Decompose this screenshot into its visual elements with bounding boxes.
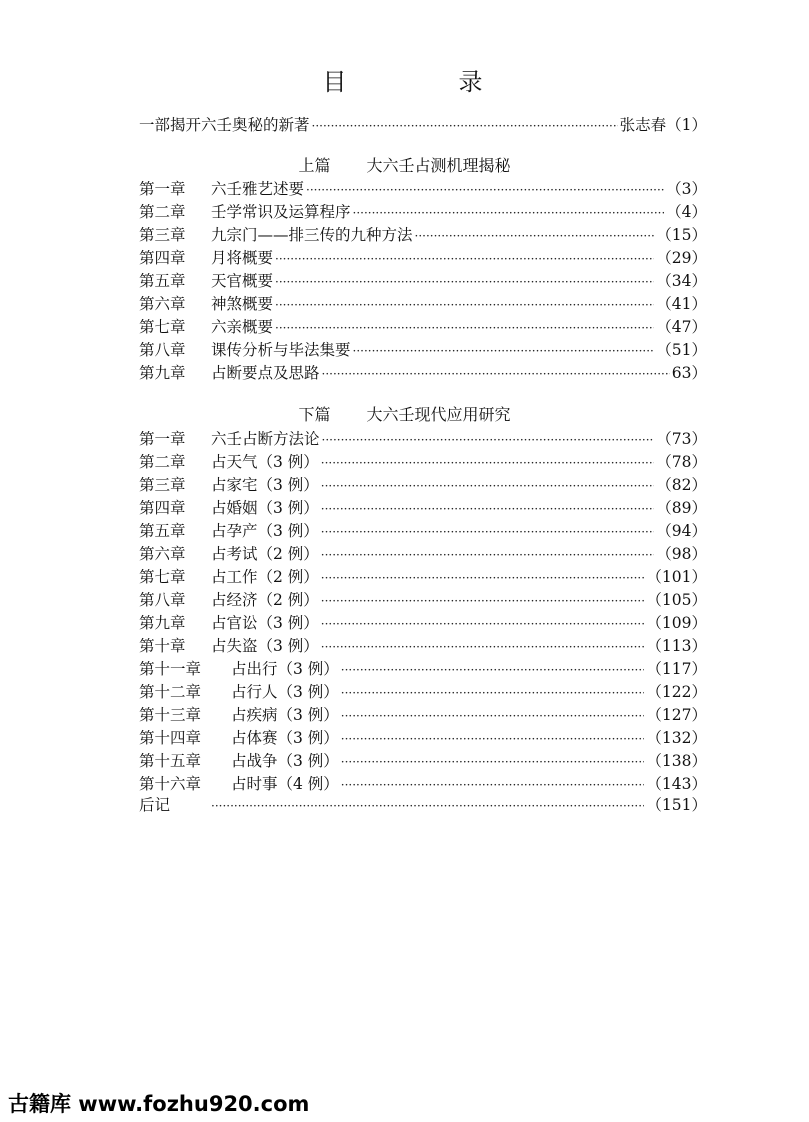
chapter-title: 占时事（4 例） (231, 775, 339, 793)
chapter-page: （89） (656, 499, 707, 517)
toc-chapter-row[interactable] (139, 451, 707, 473)
dot-leader (321, 498, 654, 520)
chapter-number: 第五章 (139, 272, 186, 290)
chapter-number: 第三章 (139, 476, 186, 494)
chapter-number: 第十二章 (139, 683, 202, 701)
chapter-title: 六壬雅艺述要 (211, 180, 305, 198)
chapter-number: 第十章 (139, 637, 186, 655)
dot-leader (275, 271, 654, 293)
chapter-number: 第二章 (139, 203, 186, 221)
toc-chapter-row[interactable] (139, 362, 707, 384)
dot-leader (341, 682, 645, 704)
dot-leader (341, 774, 645, 796)
chapter-number: 第七章 (139, 568, 186, 586)
toc-preface[interactable] (139, 114, 707, 136)
toc-chapter-row[interactable] (139, 201, 707, 223)
chapter-number: 第九章 (139, 614, 186, 632)
dot-leader (341, 751, 645, 773)
page-title: 目 录 (322, 68, 527, 96)
toc-chapter-row[interactable] (139, 681, 707, 703)
dot-leader (275, 294, 654, 316)
chapter-title: 占官讼（3 例） (211, 614, 319, 632)
part2-subtitle: 大六壬现代应用研究 (366, 405, 511, 424)
dot-leader (353, 340, 655, 362)
part1-subtitle: 大六壬占测机理揭秘 (366, 156, 511, 175)
chapter-page: （132） (646, 729, 707, 747)
chapter-number: 第五章 (139, 522, 186, 540)
chapter-number: 第六章 (139, 295, 186, 313)
dot-leader (341, 705, 645, 727)
toc-chapter-row[interactable] (139, 178, 707, 200)
chapter-number: 第一章 (139, 430, 186, 448)
chapter-page: （94） (656, 522, 707, 540)
chapter-page: 63） (671, 364, 707, 382)
dot-leader (415, 225, 655, 247)
chapter-number: 第十三章 (139, 706, 202, 724)
chapter-page: （15） (656, 226, 707, 244)
toc-chapter-row[interactable] (139, 224, 707, 246)
dot-leader (341, 728, 645, 750)
chapter-title: 占疾病（3 例） (231, 706, 339, 724)
toc-chapter-row[interactable] (139, 497, 707, 519)
chapter-number: 第八章 (139, 341, 186, 359)
chapter-title: 占家宅（3 例） (211, 476, 319, 494)
part1-label: 上篇 (298, 156, 331, 175)
chapter-number: 第十四章 (139, 729, 202, 747)
dot-leader (321, 567, 645, 589)
dot-leader (341, 659, 645, 681)
toc-chapter-row[interactable] (139, 704, 707, 726)
dot-leader (322, 429, 655, 451)
chapter-title: 占婚姻（3 例） (211, 499, 319, 517)
dot-leader (275, 248, 654, 270)
dot-leader (321, 521, 654, 543)
chapter-title: 占天气（3 例） (211, 453, 319, 471)
toc-chapter-row[interactable] (139, 247, 707, 269)
chapter-title: 课传分析与毕法集要 (211, 341, 351, 359)
chapter-page: （29） (656, 249, 707, 267)
chapter-title: 占孕产（3 例） (211, 522, 319, 540)
toc-chapter-row[interactable] (139, 428, 707, 450)
toc-chapter-row[interactable] (139, 773, 707, 795)
chapter-page: （3） (666, 180, 707, 198)
chapter-number: 第四章 (139, 249, 186, 267)
toc-chapter-row[interactable] (139, 727, 707, 749)
chapter-page: （98） (656, 545, 707, 563)
chapter-number: 第九章 (139, 364, 186, 382)
chapter-title: 月将概要 (211, 249, 274, 267)
dot-leader (353, 202, 665, 224)
dot-leader (321, 452, 654, 474)
chapter-page: （51） (656, 341, 707, 359)
toc-chapter-row[interactable] (139, 474, 707, 496)
chapter-number: 第二章 (139, 453, 186, 471)
chapter-page: （101） (646, 568, 707, 586)
toc-afterword[interactable] (139, 794, 707, 816)
toc-chapter-row[interactable] (139, 293, 707, 315)
dot-leader (275, 317, 654, 339)
chapter-page: （109） (646, 614, 707, 632)
chapter-title: 六壬占断方法论 (211, 430, 320, 448)
chapter-title: 占行人（3 例） (231, 683, 339, 701)
afterword-title: 后记 (139, 796, 171, 814)
toc-chapter-row[interactable] (139, 520, 707, 542)
toc-chapter-row[interactable] (139, 270, 707, 292)
part2-heading (0, 404, 809, 426)
dot-leader (321, 636, 645, 658)
dot-leader (321, 613, 645, 635)
chapter-page: （143） (646, 775, 707, 793)
part2-label: 下篇 (298, 405, 331, 424)
chapter-page: （122） (646, 683, 707, 701)
chapter-page: （113） (646, 637, 707, 655)
toc-chapter-row[interactable] (139, 566, 707, 588)
dot-leader (321, 475, 654, 497)
chapter-page: （34） (656, 272, 707, 290)
afterword-page: （151） (646, 796, 707, 814)
chapter-number: 第七章 (139, 318, 186, 336)
chapter-page: （82） (656, 476, 707, 494)
watermark-footer: 古籍库 www.fozhu920.com (8, 1092, 310, 1116)
toc-chapter-row[interactable] (139, 589, 707, 611)
chapter-page: （4） (666, 203, 707, 221)
dot-leader (211, 795, 644, 817)
chapter-title: 天官概要 (211, 272, 274, 290)
chapter-number: 第一章 (139, 180, 186, 198)
toc-chapter-row[interactable] (139, 750, 707, 772)
toc-chapter-row[interactable] (139, 543, 707, 565)
dot-leader (312, 115, 618, 137)
chapter-number: 第十一章 (139, 660, 202, 678)
toc-chapter-row[interactable] (139, 316, 707, 338)
chapter-title: 占经济（2 例） (211, 591, 319, 609)
chapter-title: 壬学常识及运算程序 (211, 203, 351, 221)
toc-chapter-row[interactable] (139, 635, 707, 657)
toc-chapter-row[interactable] (139, 658, 707, 680)
chapter-title: 九宗门——排三传的九种方法 (211, 226, 413, 244)
dot-leader (306, 179, 664, 201)
chapter-number: 第四章 (139, 499, 186, 517)
chapter-title: 占工作（2 例） (211, 568, 319, 586)
chapter-title: 占体赛（3 例） (231, 729, 339, 747)
chapter-page: （41） (656, 295, 707, 313)
dot-leader (321, 544, 654, 566)
chapter-title: 占战争（3 例） (231, 752, 339, 770)
preface-title: 一部揭开六壬奥秘的新著 (139, 116, 310, 134)
chapter-title: 六亲概要 (211, 318, 274, 336)
chapter-number: 第六章 (139, 545, 186, 563)
dot-leader (321, 590, 645, 612)
chapter-page: （117） (646, 660, 707, 678)
toc-chapter-row[interactable] (139, 339, 707, 361)
chapter-page: （78） (656, 453, 707, 471)
part1-heading (0, 155, 809, 177)
chapter-page: （73） (656, 430, 707, 448)
chapter-number: 第十五章 (139, 752, 202, 770)
chapter-title: 占考试（2 例） (211, 545, 319, 563)
chapter-page: （105） (646, 591, 707, 609)
chapter-page: （138） (646, 752, 707, 770)
chapter-number: 第三章 (139, 226, 186, 244)
chapter-number: 第十六章 (139, 775, 202, 793)
chapter-title: 占失盗（3 例） (211, 637, 319, 655)
chapter-page: （47） (656, 318, 707, 336)
preface-page: 张志春（1） (619, 116, 707, 134)
chapter-number: 第八章 (139, 591, 186, 609)
dot-leader (322, 363, 670, 385)
chapter-page: （127） (646, 706, 707, 724)
toc-chapter-row[interactable] (139, 612, 707, 634)
chapter-title: 占出行（3 例） (231, 660, 339, 678)
chapter-title: 神煞概要 (211, 295, 274, 313)
chapter-title: 占断要点及思路 (211, 364, 320, 382)
